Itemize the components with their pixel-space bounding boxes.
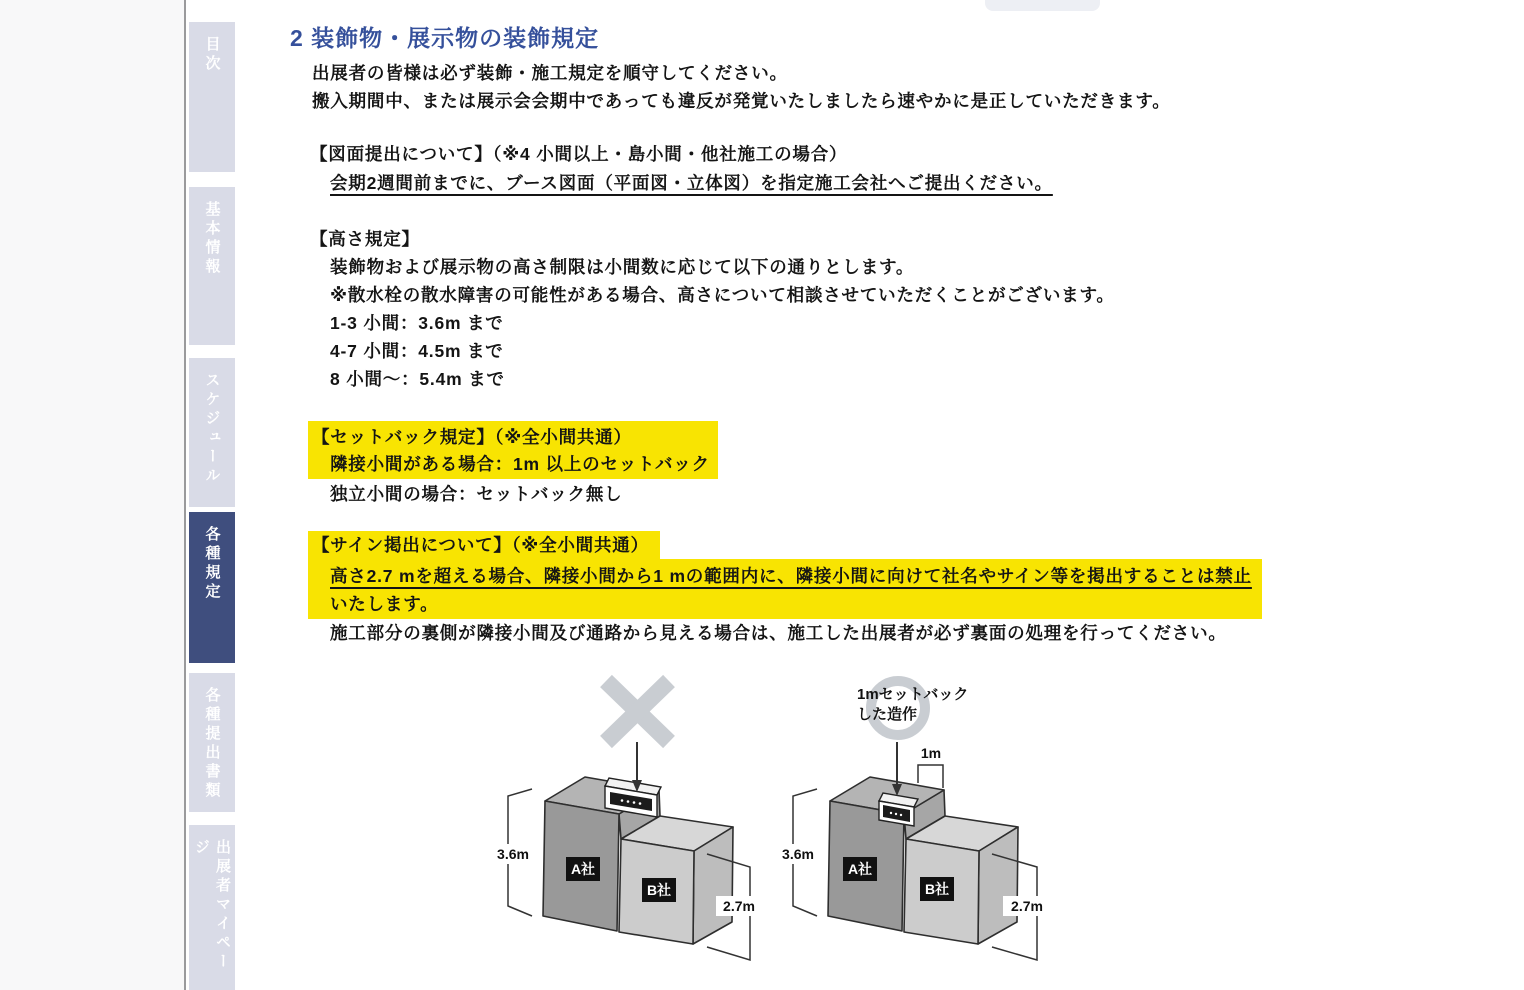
diagram-with-setback [765,668,1105,990]
sidebar-tab-basic-info[interactable] [189,187,235,345]
sidebar-tab-label: 基本情報 [203,201,221,277]
intro-line-2: 搬入期間中、または展示会会期中であっても違反が発覚いたしましたら速やかに是正していただきます。 [312,91,1171,111]
dimension-1m [918,745,943,788]
left-margin-strip [0,0,184,990]
diagram-no-setback [480,668,810,990]
svg-text:1m: 1m [920,745,942,761]
height-rule-item-3: 8 小間〜：5.4m まで [330,369,505,389]
svg-text:A社: A社 [570,861,596,877]
setback-rule-highlight [308,421,718,479]
dimension-3-6m [492,789,534,916]
svg-text:3.6m: 3.6m [782,846,814,862]
svg-text:B社: B社 [924,881,950,897]
setback-rule-adjacent: 隣接小間がある場合：1m 以上のセットバック [330,454,710,474]
height-rule-line-1: 装飾物および展示物の高さ制限は小間数に応じて以下の通りとします。 [330,257,915,277]
sidebar-tab-label: 各種提出書類 [203,687,221,801]
booth-b-label [920,877,954,901]
booth-b-label [642,878,676,902]
svg-text:2.7m: 2.7m [1011,898,1043,914]
height-rule-item-1: 1-3 小間：3.6m まで [330,313,504,333]
svg-text:3.6m: 3.6m [497,846,529,862]
sign-rule-prohibited: 高さ2.7 mを超える場合、隣接小間から1 mの範囲内に、隣接小間に向けて社名やサイン等を掲出することは禁止 [330,566,1252,586]
height-rule-line-2: ※散水栓の散水障害の可能性がある場合、高さについて相談させていただくことがございます。 [330,285,1115,305]
sidebar-tab-label: スケジュール [203,372,221,486]
dimension-3-6m [777,789,819,916]
height-rule-item-2: 4-7 小間：4.5m まで [330,341,504,361]
svg-text:2.7m: 2.7m [723,898,755,914]
sign-rule-prohibited-tail: いたします。 [330,594,439,614]
sidebar-tab-schedule[interactable] [189,358,235,507]
sidebar-tab-regulations[interactable] [189,512,235,663]
svg-text:した造作: した造作 [857,706,918,723]
company-sign-setback [879,793,918,826]
page-title: 2 装飾物・展示物の装飾規定 [290,25,600,51]
cutoff-header-element [985,0,1100,11]
height-rule-header: 【高さ規定】 [310,229,420,249]
setback-rule-header: 【セットバック規定】（※全小間共通） [312,427,632,447]
svg-text:1mセットバック: 1mセットバック [857,686,969,703]
sign-rule-note: 施工部分の裏側が隣接小間及び通路から見える場合は、施工した出展者が必ず裏面の処理を行ってください。 [330,623,1227,643]
sign-rule-header-highlight [308,531,660,559]
sidebar-tab-label: 各種規定 [203,526,221,602]
x-mark-icon [606,681,669,742]
sidebar-tab-toc[interactable] [189,22,235,172]
sidebar-tab-label: 目次 [203,36,221,74]
svg-text:B社: B社 [646,882,672,898]
booth-a-label [843,857,877,881]
drawing-submission-instruction: 会期2週間前までに、ブース図面（平面図・立体図）を指定施工会社へご提出ください。 [330,173,1053,193]
drawing-submission-header: 【図面提出について】（※4 小間以上・島小間・他社施工の場合） [310,144,848,164]
sign-rule-prohibited-highlight [308,559,1262,619]
setback-rule-independent: 独立小間の場合：セットバック無し [330,484,623,504]
svg-text:A社: A社 [847,861,873,877]
intro-line-1: 出展者の皆様は必ず装飾・施工規定を順守してください。 [312,63,788,83]
booth-a-label [566,857,600,881]
sidebar-tab-mypage[interactable] [189,825,235,990]
sign-rule-header: 【サイン掲出について】（※全小間共通） [312,535,649,555]
sidebar-tab-documents[interactable] [189,673,235,812]
sidebar-tab-label: 出展者マイページ [193,839,231,972]
sidebar-divider-line [184,0,186,990]
